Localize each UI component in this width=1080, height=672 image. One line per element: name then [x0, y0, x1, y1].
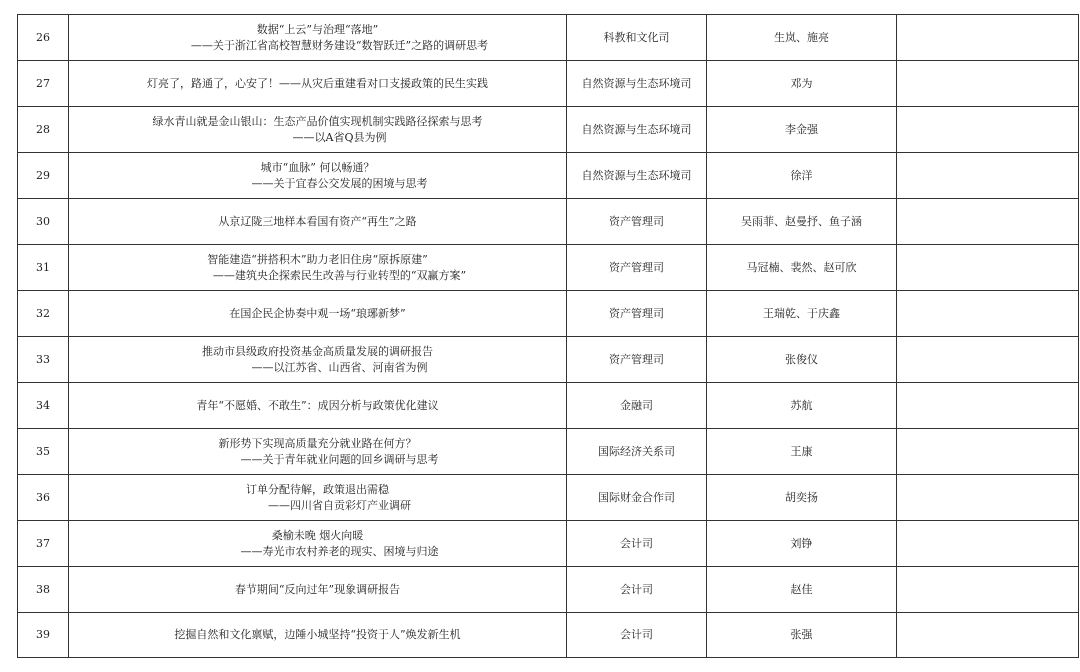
report-title-cell — [69, 475, 567, 521]
table-row — [18, 521, 1079, 567]
authors-cell: 王瑞乾、于庆鑫 — [707, 291, 897, 337]
report-title: 城市“血脉” 何以畅通？ — [260, 160, 375, 174]
blank-cell — [897, 613, 1079, 658]
row-number-cell: 33 — [18, 337, 69, 383]
authors-cell: 王康 — [707, 429, 897, 475]
table-row — [18, 61, 1079, 107]
report-title: 推动市县级政府投资基金高质量发展的调研报告 — [202, 344, 433, 358]
table-row — [18, 567, 1079, 613]
department-cell: 会计司 — [567, 521, 707, 567]
row-number-cell: 30 — [18, 199, 69, 245]
blank-cell — [897, 521, 1079, 567]
blank-cell — [897, 337, 1079, 383]
department-cell: 金融司 — [567, 383, 707, 429]
report-title-cell — [69, 567, 567, 613]
report-title-cell — [69, 291, 567, 337]
report-title-cell — [69, 61, 567, 107]
authors-cell: 徐洋 — [707, 153, 897, 199]
department-cell: 资产管理司 — [567, 245, 707, 291]
report-subtitle: ——建筑央企探索民生改善与行业转型的“双赢方案” — [212, 268, 467, 282]
row-number-cell: 37 — [18, 521, 69, 567]
blank-cell — [897, 567, 1079, 613]
department-cell: 资产管理司 — [567, 199, 707, 245]
blank-cell — [897, 61, 1079, 107]
department-cell: 国际经济关系司 — [567, 429, 707, 475]
authors-cell: 邓为 — [707, 61, 897, 107]
authors-cell: 马冠楠、裴然、赵可欣 — [707, 245, 897, 291]
table-row — [18, 475, 1079, 521]
report-title-cell — [69, 521, 567, 567]
report-title: 新形势下实现高质量充分就业路在何方？ — [218, 436, 417, 450]
authors-cell: 生岚、施亮 — [707, 15, 897, 61]
table-row — [18, 613, 1079, 658]
authors-cell: 刘铮 — [707, 521, 897, 567]
report-title: 绿水青山就是金山银山：生态产品价值实现机制实践路径探索与思考 — [152, 114, 483, 128]
report-title: 春节期间“反向过年”现象调研报告 — [234, 582, 401, 596]
row-number-cell: 36 — [18, 475, 69, 521]
table-row — [18, 337, 1079, 383]
department-cell: 资产管理司 — [567, 291, 707, 337]
report-title-cell — [69, 429, 567, 475]
blank-cell — [897, 153, 1079, 199]
row-number-cell: 32 — [18, 291, 69, 337]
department-cell: 自然资源与生态环境司 — [567, 153, 707, 199]
authors-cell: 张强 — [707, 613, 897, 658]
authors-cell: 胡奕扬 — [707, 475, 897, 521]
department-cell: 资产管理司 — [567, 337, 707, 383]
report-title: 青年“不愿婚、不敢生”：成因分析与政策优化建议 — [196, 398, 439, 412]
blank-cell — [897, 291, 1079, 337]
blank-cell — [897, 475, 1079, 521]
row-number-cell: 28 — [18, 107, 69, 153]
report-subtitle: ——关于宜春公交发展的困境与思考 — [251, 176, 428, 190]
table-row — [18, 199, 1079, 245]
report-title: 智能建造“拼搭积木”助力老旧住房“原拆原建” — [207, 252, 428, 266]
row-number-cell: 35 — [18, 429, 69, 475]
authors-cell: 吴雨菲、赵曼抒、鱼子涵 — [707, 199, 897, 245]
report-subtitle: ——以A省Q县为例 — [292, 130, 387, 144]
department-cell: 会计司 — [567, 613, 707, 658]
authors-cell: 李金强 — [707, 107, 897, 153]
report-title-cell — [69, 107, 567, 153]
blank-cell — [897, 429, 1079, 475]
authors-cell: 苏航 — [707, 383, 897, 429]
report-title: 从京辽陇三地样本看国有资产“再生”之路 — [218, 214, 417, 228]
blank-cell — [897, 245, 1079, 291]
table-row — [18, 383, 1079, 429]
authors-cell: 赵佳 — [707, 567, 897, 613]
department-cell: 自然资源与生态环境司 — [567, 107, 707, 153]
department-cell: 科教和文化司 — [567, 15, 707, 61]
row-number-cell: 31 — [18, 245, 69, 291]
report-title-cell — [69, 153, 567, 199]
report-subtitle: ——寿光市农村养老的现实、困境与归途 — [240, 544, 439, 558]
department-cell: 自然资源与生态环境司 — [567, 61, 707, 107]
report-list-body — [18, 15, 1079, 658]
department-cell: 会计司 — [567, 567, 707, 613]
blank-cell — [897, 383, 1079, 429]
report-title: 桑榆未晚 烟火向暖 — [271, 528, 364, 542]
row-number-cell: 38 — [18, 567, 69, 613]
report-subtitle: ——关于浙江省高校智慧财务建设“数智跃迁”之路的调研思考 — [190, 38, 489, 52]
department-cell: 国际财金合作司 — [567, 475, 707, 521]
report-subtitle: ——关于青年就业问题的回乡调研与思考 — [240, 452, 439, 466]
report-title-cell — [69, 337, 567, 383]
report-title: 挖掘自然和文化禀赋，边陲小城坚持“投资于人”焕发新生机 — [174, 628, 461, 641]
report-title-cell — [69, 15, 567, 61]
table-row — [18, 291, 1079, 337]
report-title: 在国企民企协奏中观一场“琅琊新梦” — [229, 306, 406, 320]
authors-cell: 张俊仪 — [707, 337, 897, 383]
report-title-cell — [69, 613, 567, 658]
table-row — [18, 107, 1079, 153]
report-title: 订单分配待解，政策退出需稳 — [246, 482, 389, 496]
report-list-table — [17, 14, 1079, 658]
blank-cell — [897, 15, 1079, 61]
row-number-cell: 29 — [18, 153, 69, 199]
report-subtitle: ——四川省自贡彩灯产业调研 — [268, 498, 411, 512]
row-number-cell: 26 — [18, 15, 69, 61]
table-row — [18, 245, 1079, 291]
report-title-cell — [69, 199, 567, 245]
report-title: 灯亮了，路通了，心安了！——从灾后重建看对口支援政策的民生实践 — [147, 76, 488, 90]
table-row — [18, 153, 1079, 199]
report-title-cell — [69, 383, 567, 429]
blank-cell — [897, 107, 1079, 153]
report-subtitle: ——以江苏省、山西省、河南省为例 — [251, 360, 428, 374]
row-number-cell: 34 — [18, 383, 69, 429]
table-row — [18, 429, 1079, 475]
table-row — [18, 15, 1079, 61]
report-title-cell — [69, 245, 567, 291]
blank-cell — [897, 199, 1079, 245]
row-number-cell: 27 — [18, 61, 69, 107]
row-number-cell: 39 — [18, 613, 69, 658]
report-title: 数据“上云”与治理“落地” — [256, 22, 379, 36]
